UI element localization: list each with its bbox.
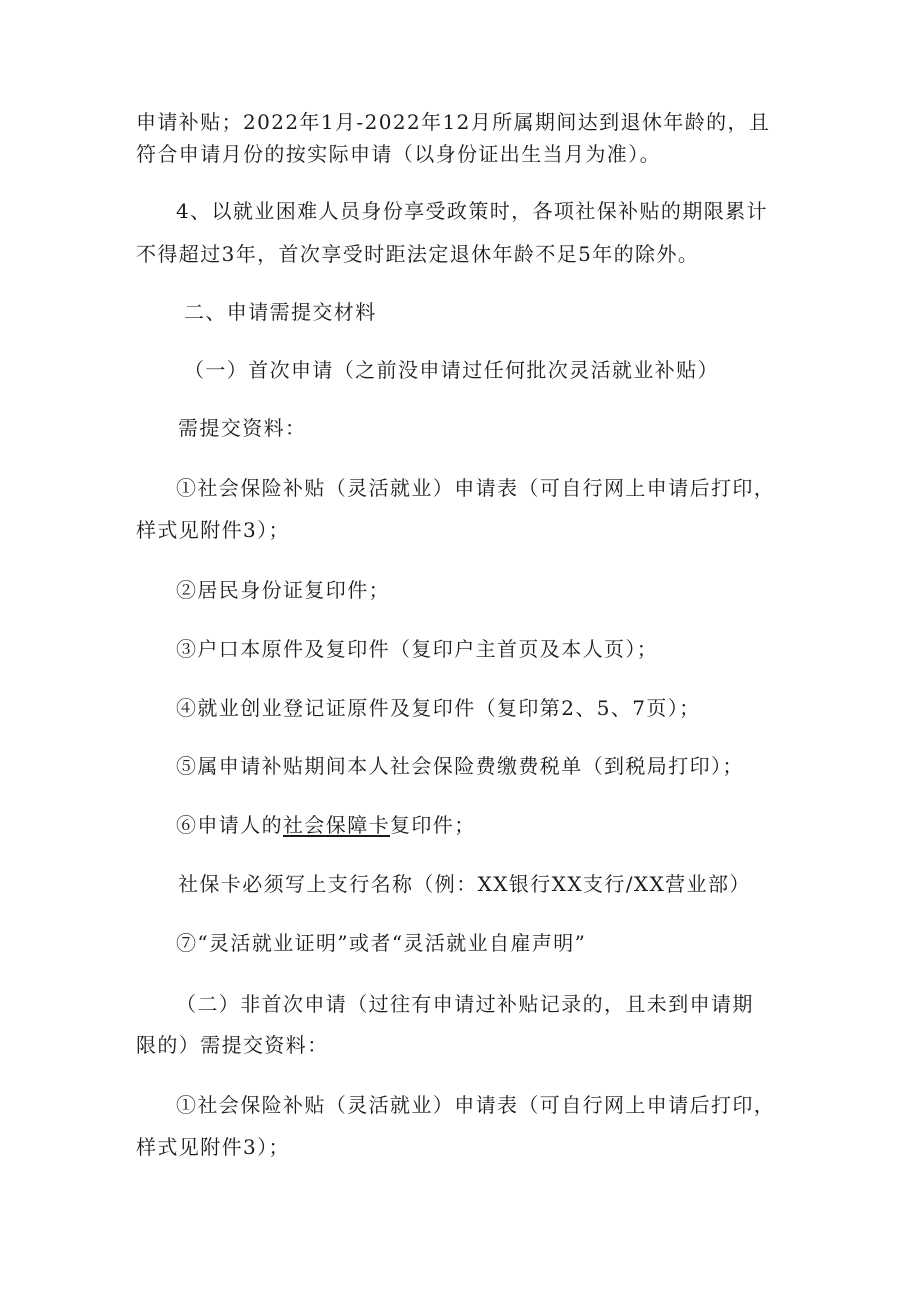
list-item-continuation: 样式见附件3）； xyxy=(136,518,290,542)
paragraph-line: 社保卡必须写上支行名称（例：XX银行XX支行/XX营业部） xyxy=(178,872,751,896)
list-item xyxy=(176,811,476,839)
list-item: ⑦“灵活就业证明”或者“灵活就业自雇声明” xyxy=(176,931,587,955)
list-item-continuation: 样式见附件3）； xyxy=(136,1135,290,1159)
section-heading: 二、申请需提交材料 xyxy=(184,300,377,324)
list-item: ⑤属申请补贴期间本人社会保险费缴费税单（到税局打印）； xyxy=(176,754,744,778)
paragraph-line: 需提交资料： xyxy=(178,416,307,440)
paragraph-line: 不得超过3年，首次享受时距法定退休年龄不足5年的除外。 xyxy=(136,242,700,266)
list-item: ①社会保险补贴（灵活就业）申请表（可自行网上申请后打印， xyxy=(176,1093,776,1117)
list-item: ④就业创业登记证原件及复印件（复印第2、5、7页）； xyxy=(176,696,701,720)
paragraph-line: 申请补贴；2022年1月-2022年12月所属期间达到退休年龄的，且 xyxy=(136,110,771,134)
item6-suffix: 复印件； xyxy=(390,813,476,837)
list-item: ①社会保险补贴（灵活就业）申请表（可自行网上申请后打印， xyxy=(176,476,776,500)
list-item: ③户口本原件及复印件（复印户主首页及本人页）； xyxy=(176,637,659,661)
subsection-heading: （一）首次申请（之前没申请过任何批次灵活就业补贴） xyxy=(184,358,719,382)
subsection-heading: （二）非首次申请（过往有申请过补贴记录的，且未到申请期 xyxy=(176,992,754,1016)
item6-prefix: ⑥申请人的 xyxy=(176,813,283,837)
paragraph-line: 限的）需提交资料： xyxy=(136,1033,329,1057)
social-security-card-link[interactable]: 社会保障卡 xyxy=(283,813,390,837)
paragraph-line: 4、以就业困难人员身份享受政策时，各项社保补贴的期限累计 xyxy=(176,199,768,223)
list-item: ②居民身份证复印件； xyxy=(176,578,390,602)
paragraph-line: 符合申请月份的按实际申请（以身份证出生当月为准）。 xyxy=(136,142,661,166)
